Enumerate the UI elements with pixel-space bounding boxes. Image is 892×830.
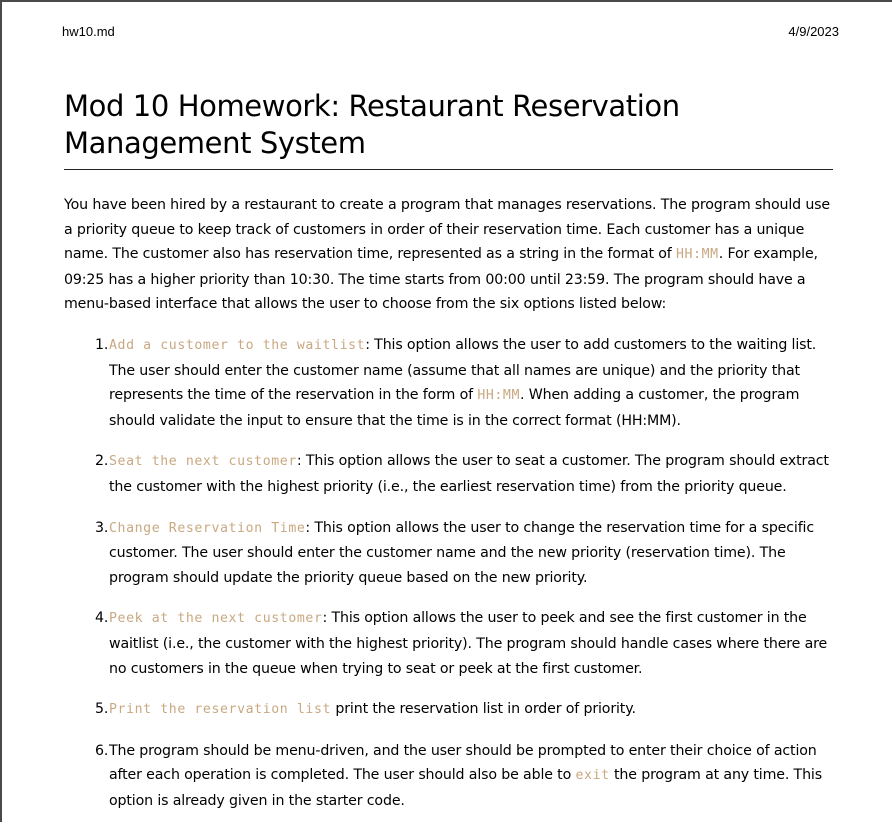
item-number: 1.	[95, 337, 109, 353]
list-item-1	[64, 333, 834, 433]
title-underline	[64, 169, 833, 170]
item-code-format: HH:MM	[477, 388, 521, 404]
header-filename: hw10.md	[62, 24, 115, 39]
intro-text-2: . For example, 09:25 has a higher priority than 10:30. The time starts from 00:00 until 23:59. The program should have a menu-based interface that allows the user to choose from the six options listed below:	[64, 246, 818, 313]
list-item-6	[64, 739, 834, 814]
intro-text-1: You have been hired by a restaurant to create a program that manages reservations. The program should use a priority queue to keep track of customers in order of their reservation time. Each customer has a unique name. The customer also has reservation time, represented as a string in the format of	[64, 197, 830, 263]
item-text: : This option allows the user to add customers to the waiting list. The user should enter the customer name (assume that all names are unique) and the priority that represents the time of the reservation in the form of	[109, 337, 817, 404]
item-code: Add a customer to the waitlist	[109, 338, 366, 353]
item-code-exit: exit	[575, 768, 610, 784]
intro-code-format: HH:MM	[676, 247, 719, 263]
item-number: 2.	[95, 453, 109, 470]
list-item-4	[64, 606, 834, 681]
item-code: Seat the next customer	[109, 454, 297, 470]
item-code: Change Reservation Time	[109, 520, 306, 536]
page-border-top	[0, 0, 892, 2]
item-number: 6.	[95, 742, 109, 759]
page-border-left	[0, 0, 2, 822]
intro-paragraph	[64, 193, 834, 317]
list-item-3	[64, 516, 834, 591]
item-text-2: . When adding a customer, the program should validate the input to ensure that the time is in the correct format (HH:MM).	[109, 387, 800, 429]
page-title: Mod 10 Homework: Restaurant Reservation Management System	[64, 89, 680, 160]
item-number: 4.	[95, 610, 109, 627]
item-code: Print the reservation list	[109, 702, 332, 718]
list-item-2	[64, 449, 834, 499]
options-list	[64, 333, 834, 830]
item-text: : This option allows the user to seat a customer. The program should extract the customer with the highest priority (i.e., the earliest reservation time) from the priority queue.	[109, 453, 829, 495]
item-text: The program should be menu-driven, and the user should be prompted to enter their choice of action after each operation is completed. The user should also be able to	[109, 742, 817, 784]
item-code: Peek at the next customer	[109, 611, 323, 627]
item-number: 3.	[95, 519, 109, 536]
item-text: print the reservation list in order of priority.	[331, 701, 636, 718]
item-text-2: the program at any time. This option is already given in the starter code.	[109, 767, 822, 809]
list-item-5	[64, 697, 834, 723]
item-text: : This option allows the user to change the reservation time for a specific customer. The user should enter the customer name and the new priority (reservation time). The program should update the priority queue based on the new priority.	[109, 519, 814, 586]
header-date: 4/9/2023	[788, 24, 839, 39]
item-text: : This option allows the user to peek and see the first customer in the waitlist (i.e., the customer with the highest priority). The program should handle cases where there are no customers in the queue when trying to seat or peek at the first customer.	[109, 610, 828, 677]
item-number: 5.	[95, 701, 109, 718]
